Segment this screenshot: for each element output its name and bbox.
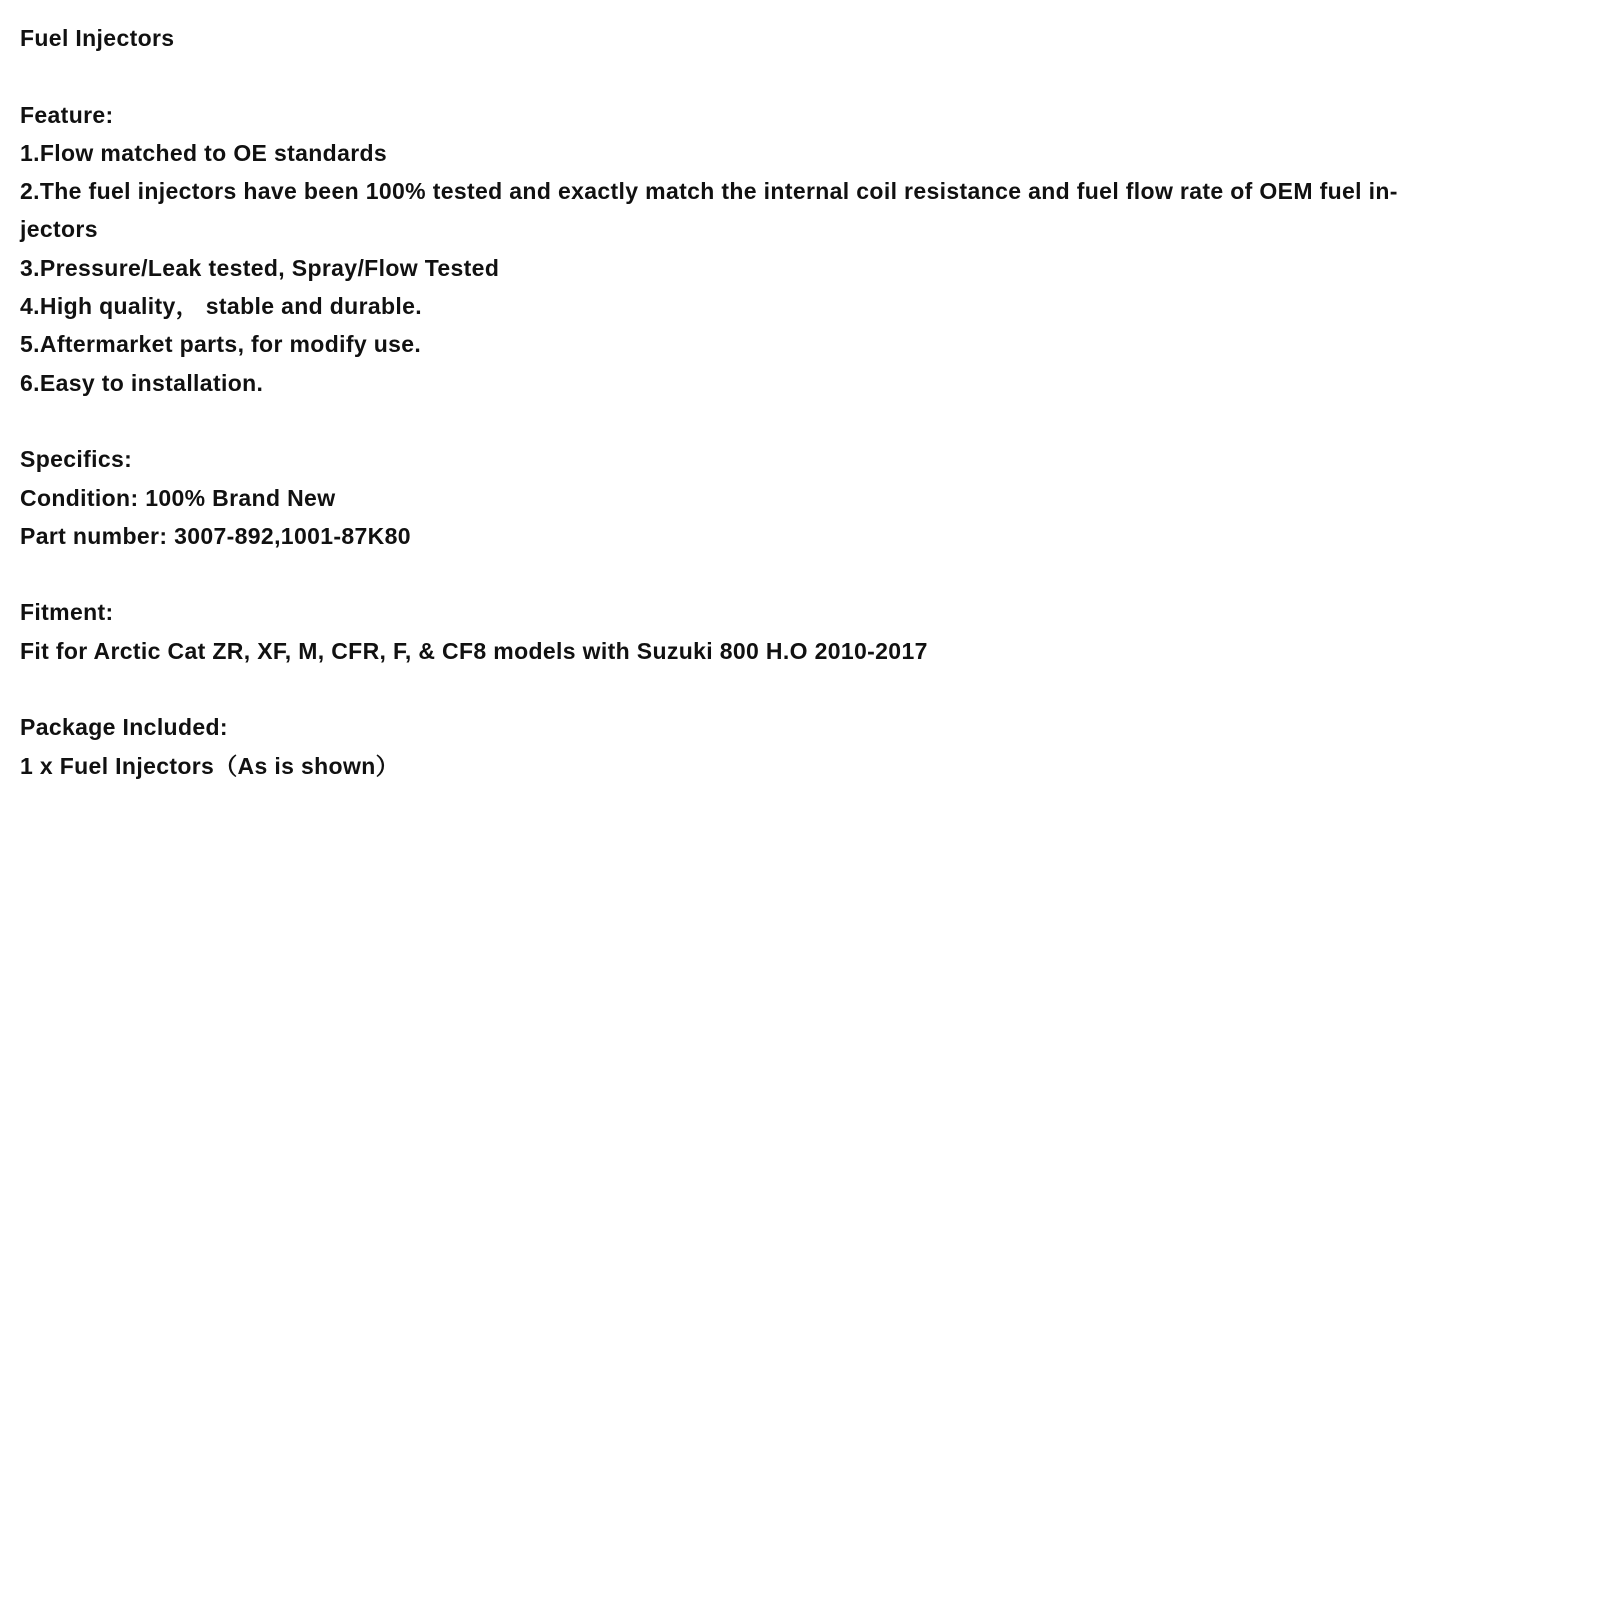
fitment-heading: Fitment:	[20, 599, 114, 626]
spacer	[20, 670, 1565, 708]
spacer	[20, 555, 1565, 593]
condition-text: Condition: 100% Brand New	[20, 484, 336, 511]
feature-item-continuation: jectors	[20, 216, 98, 243]
feature-item: 6.Easy to installation.	[20, 369, 264, 396]
package-heading: Package Included:	[20, 714, 228, 741]
feature-item: 5.Aftermarket parts, for modify use.	[20, 331, 422, 358]
feature-item: 2.The fuel injectors have been 100% tested and exactly match the internal coil resistance and fuel flow rate of OEM fuel in-	[20, 178, 1398, 205]
feature-item: 4.High quality， stable and durable.	[20, 293, 423, 320]
package-text: 1 x Fuel Injectors（As is shown）	[20, 752, 399, 779]
feature-item: 1.Flow matched to OE standards	[20, 139, 388, 166]
feature-item: 3.Pressure/Leak tested, Spray/Flow Tested	[20, 254, 500, 281]
fitment-text: Fit for Arctic Cat ZR, XF, M, CFR, F, & CF8 models with Suzuki 800 H.O 2010-2017	[20, 637, 928, 664]
product-description	[20, 19, 1565, 785]
part-number-text: Part number: 3007-892,1001-87K80	[20, 522, 411, 549]
feature-heading: Feature:	[20, 101, 114, 128]
specifics-heading: Specifics:	[20, 446, 133, 473]
spacer	[20, 402, 1565, 440]
document-title: Fuel Injectors	[20, 25, 175, 51]
spacer	[20, 57, 1565, 95]
